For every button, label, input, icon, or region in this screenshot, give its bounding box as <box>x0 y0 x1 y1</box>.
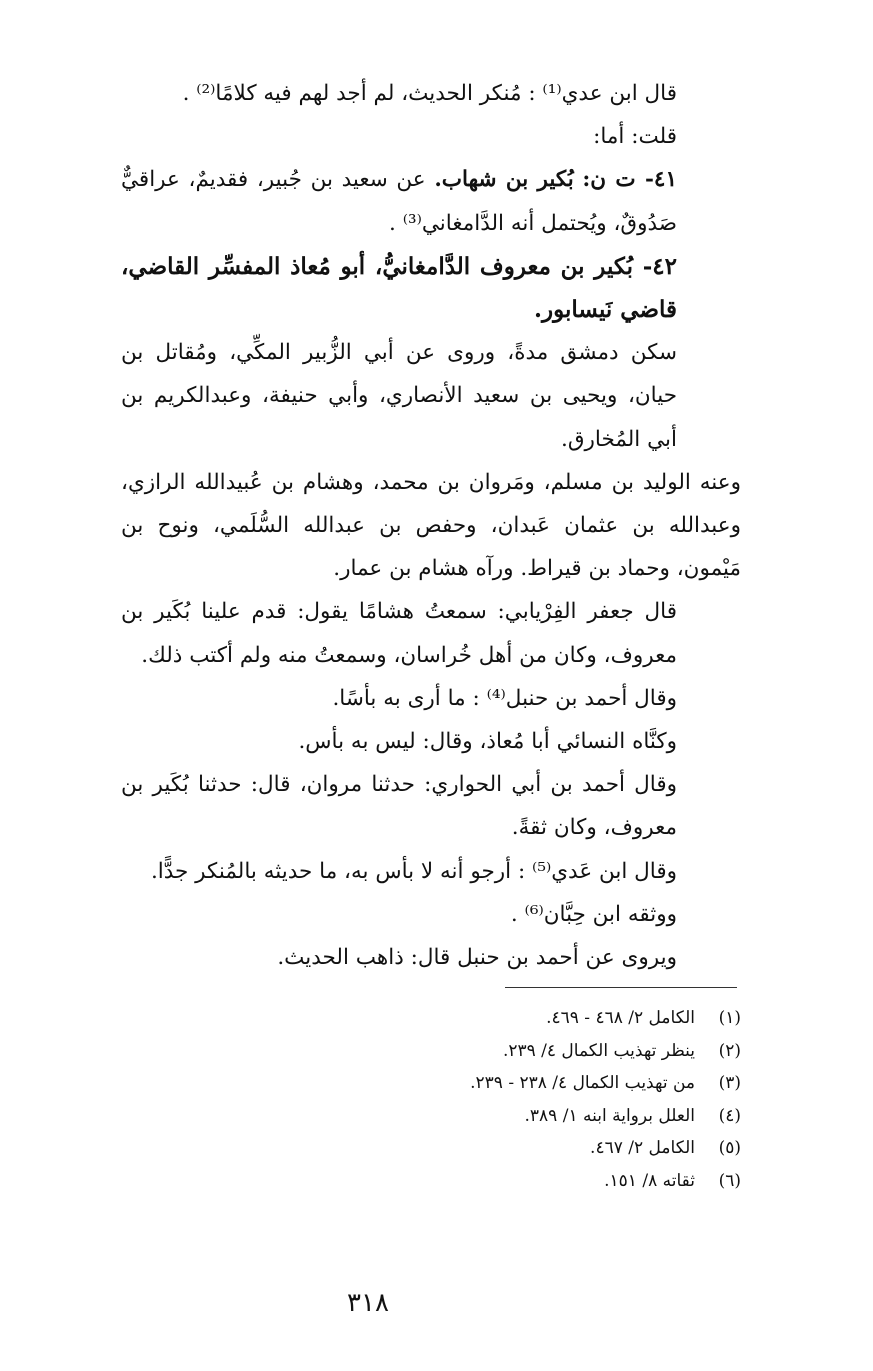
footnotes <box>181 1002 741 1197</box>
footnote-item <box>181 1002 741 1035</box>
paragraph-ibn-adi-1: قال ابن عدي⁽¹⁾ : مُنكر الحديث، لم أجد لهم فيه كلامًا⁽²⁾ . <box>182 81 677 106</box>
paragraph-ahmad: وقال أحمد بن حنبل⁽⁴⁾ : ما أرى به بأسًا. <box>332 685 677 711</box>
footnote-divider <box>505 987 737 988</box>
paragraph-students: وعنه الوليد بن مسلم، ومَروان بن محمد، وهشام بن عُبيدالله الرازي، وعبدالله بن عثمان عَبدان، وحفص بن عبدالله السُّلَمي، ونوح بن مَيْمون، وحماد بن قيراط. ورآه هشام بن عمار. <box>121 469 741 582</box>
footnote-number: (٢) <box>718 1040 741 1061</box>
paragraph-firyabi: قال جعفر الفِرْيابي: سمعتُ هشامًا يقول: قدم علينا بُكَير بن معروف، وكان من أهل خُراسان، وسمعتُ منه ولم أكتب ذلك. <box>121 599 677 668</box>
footnote-text: العلل برواية ابنه ١/ ٣٨٩. <box>524 1105 695 1126</box>
footnote-number: (٤) <box>718 1105 741 1126</box>
entry-41-number: ٤١- ت ن: <box>582 167 678 193</box>
paragraph-qultu: قلت: أما: <box>593 124 677 150</box>
footnote-number: (٦) <box>718 1170 741 1191</box>
footnote-item <box>181 1165 741 1198</box>
footnote-item <box>181 1132 741 1165</box>
footnote-text: الكامل ٢/ ٤٦٧. <box>590 1138 695 1158</box>
entry-41-text: عن سعيد بن جُبير، فقديمٌ، عراقيٌّ صَدُوقٌ، ويُحتمل أنه الدَّامغاني⁽³⁾ . <box>121 167 677 236</box>
entry-41-name: بُكير بن شهاب. <box>434 167 574 193</box>
footnote-text: الكامل ٢/ ٤٦٨ - ٤٦٩. <box>546 1008 695 1028</box>
paragraph-dhahib: ويروى عن أحمد بن حنبل قال: ذاهب الحديث. <box>277 945 677 971</box>
footnote-item <box>181 1035 741 1068</box>
paragraph-hawari: وقال أحمد بن أبي الحواري: حدثنا مروان، قال: حدثنا بُكَير بن معروف، وكان ثقةً. <box>121 772 677 841</box>
footnote-text: من تهذيب الكمال ٤/ ٢٣٨ - ٢٣٩. <box>470 1073 695 1093</box>
main-text <box>121 72 741 979</box>
paragraph-residence: سكن دمشق مدةً، وروى عن أبي الزُّبير المكِّي، ومُقاتل بن حيان، ويحيى بن سعيد الأنصاري، وأبي حنيفة، وعبدالكريم بن أبي المُخارق. <box>121 340 677 452</box>
footnote-text: ينظر تهذيب الكمال ٤/ ٢٣٩. <box>502 1040 695 1061</box>
paragraph-nasai: وكنَّاه النسائي أبا مُعاذ، وقال: ليس به بأس. <box>298 729 677 755</box>
entry-42-heading: ٤٢- بُكير بن معروف الدَّامغانيُّ، أبو مُعاذ المفسِّر القاضي، قاضي نَيسابور. <box>121 252 677 324</box>
footnote-number: (٣) <box>718 1073 741 1093</box>
footnote-number: (٥) <box>718 1138 741 1158</box>
page-number: ٣١٨ <box>347 1288 389 1318</box>
paragraph-ibn-hibban: ووثقه ابن حِبَّان⁽⁶⁾ . <box>510 901 677 927</box>
footnote-item <box>181 1067 741 1100</box>
paragraph-ibn-adi-2: وقال ابن عَدي⁽⁵⁾ : أرجو أنه لا بأس به، ما حديثه بالمُنكر جدًّا. <box>150 858 677 884</box>
footnote-item <box>181 1100 741 1133</box>
footnote-number: (١) <box>718 1008 741 1028</box>
footnote-text: ثقاته ٨/ ١٥١. <box>604 1170 695 1191</box>
entry-41 <box>121 158 741 244</box>
